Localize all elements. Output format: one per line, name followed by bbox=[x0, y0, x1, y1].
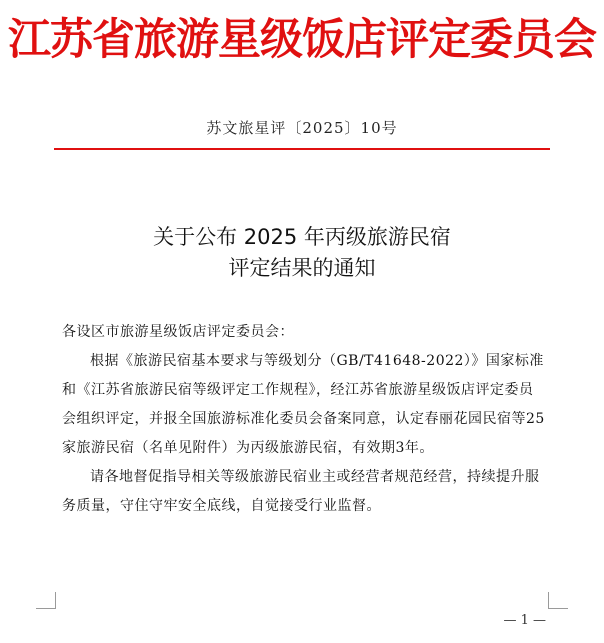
notice-title-line-2: 评定结果的通知 bbox=[228, 256, 376, 280]
crop-mark-left-vertical bbox=[55, 592, 56, 609]
crop-mark-left-horizontal bbox=[36, 608, 56, 609]
notice-title bbox=[0, 222, 604, 284]
body-paragraph-1: 根据《旅游民宿基本要求与等级划分（GB/T41648-2022）》国家标准和《江苏省旅游民宿等级评定工作规程》，经江苏省旅游星级饭店评定委员会组织评定，并报全国旅游标准化委员会备案同意，认定春丽花园民宿等25家旅游民宿（名单见附件）为丙级旅游民宿，有效期3年。 bbox=[62, 353, 545, 456]
document-number: 苏文旅星评〔2025〕10号 bbox=[206, 119, 398, 137]
notice-title-line-1: 关于公布 2025 年丙级旅游民宿 bbox=[153, 225, 451, 249]
body-paragraph-2: 请各地督促指导相关等级旅游民宿业主或经营者规范经营，持续提升服务质量，守住守牢安全底线，自觉接受行业监督。 bbox=[62, 469, 540, 514]
salutation: 各设区市旅游星级饭店评定委员会： bbox=[62, 324, 294, 340]
issuer-title: 江苏省旅游星级饭店评定委员会 bbox=[8, 15, 596, 65]
page-number: — 1 — bbox=[503, 613, 546, 628]
crop-mark-right-horizontal bbox=[548, 608, 568, 609]
red-divider-line bbox=[54, 148, 550, 150]
crop-mark-right-vertical bbox=[548, 592, 549, 609]
notice-body bbox=[62, 318, 546, 521]
